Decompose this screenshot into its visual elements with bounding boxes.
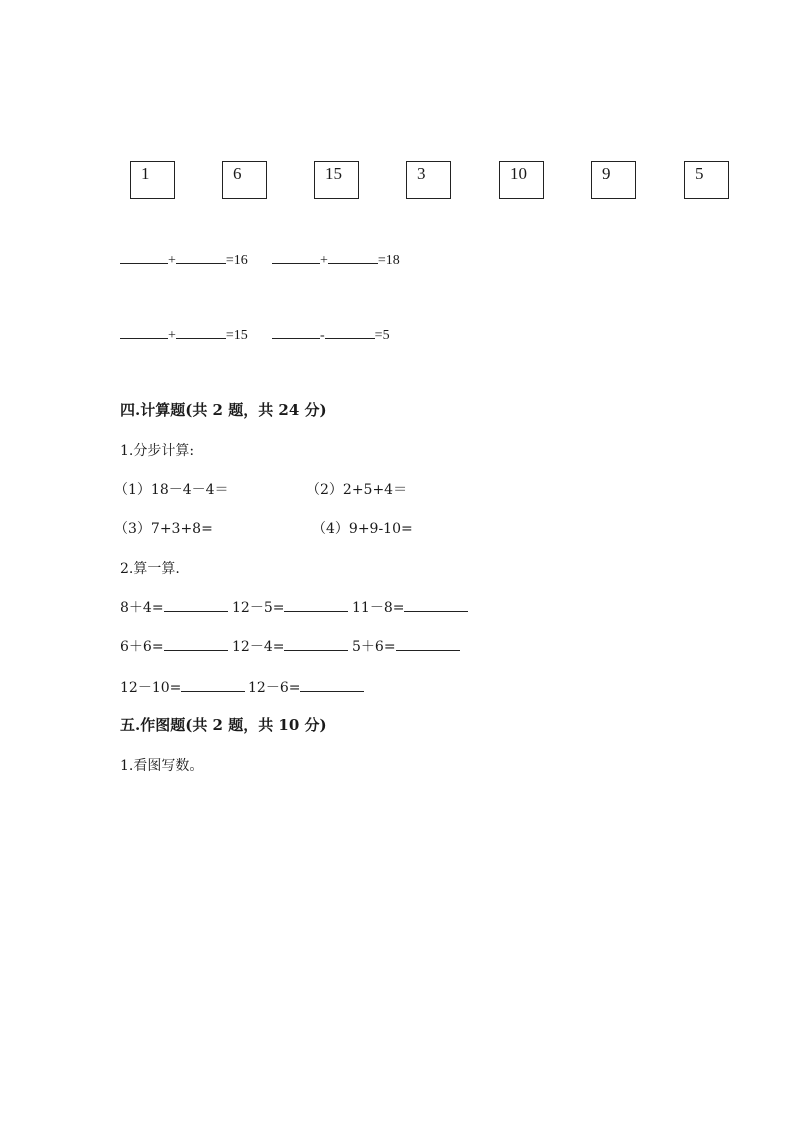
answer-blank[interactable] [164, 598, 228, 612]
question-label: 1.看图写数。 [120, 758, 204, 774]
arith-item: 12－5= [232, 597, 348, 617]
answer-blank[interactable] [176, 325, 226, 339]
answer-blank[interactable] [284, 598, 348, 612]
arith-item: 8＋4= [120, 597, 228, 617]
fill-equation: + =18 [272, 250, 400, 269]
number-card: 6 [222, 161, 267, 199]
calc-item: （4）9+9-10= [312, 521, 413, 537]
calc-item: （2）2+5+4＝ [306, 482, 408, 498]
number-card: 9 [591, 161, 636, 199]
arith-item: 11－8= [352, 597, 468, 617]
answer-blank[interactable] [404, 598, 468, 612]
fill-equation: + =16 [120, 250, 248, 269]
calc-item: （3）7+3+8= [114, 521, 213, 537]
arith-item: 12－6= [248, 677, 364, 697]
answer-blank[interactable] [396, 637, 460, 651]
section-five-heading: 五.作图题(共 2 题，共 10 分) [120, 716, 327, 734]
answer-blank[interactable] [120, 250, 168, 264]
number-card: 15 [314, 161, 359, 199]
answer-blank[interactable] [284, 637, 348, 651]
answer-blank[interactable] [328, 250, 378, 264]
answer-blank[interactable] [272, 250, 320, 264]
answer-blank[interactable] [164, 637, 228, 651]
answer-blank[interactable] [325, 325, 375, 339]
arith-item: 12－4= [232, 636, 348, 656]
answer-blank[interactable] [300, 678, 364, 692]
calc-item: （1）18－4－4＝ [114, 482, 229, 498]
question-label: 1.分步计算: [120, 443, 195, 459]
question-label: 2.算一算. [120, 561, 180, 577]
answer-blank[interactable] [176, 250, 226, 264]
fill-equation: + =15 [120, 325, 248, 344]
arith-item: 6＋6= [120, 636, 228, 656]
number-card: 10 [499, 161, 544, 199]
arith-item: 12－10= [120, 677, 245, 697]
answer-blank[interactable] [181, 678, 245, 692]
section-four-heading: 四.计算题(共 2 题，共 24 分) [120, 401, 327, 419]
number-card: 5 [684, 161, 729, 199]
answer-blank[interactable] [272, 325, 320, 339]
number-card: 3 [406, 161, 451, 199]
number-card: 1 [130, 161, 175, 199]
arith-item: 5＋6= [352, 636, 460, 656]
fill-equation: - =5 [272, 325, 390, 344]
answer-blank[interactable] [120, 325, 168, 339]
